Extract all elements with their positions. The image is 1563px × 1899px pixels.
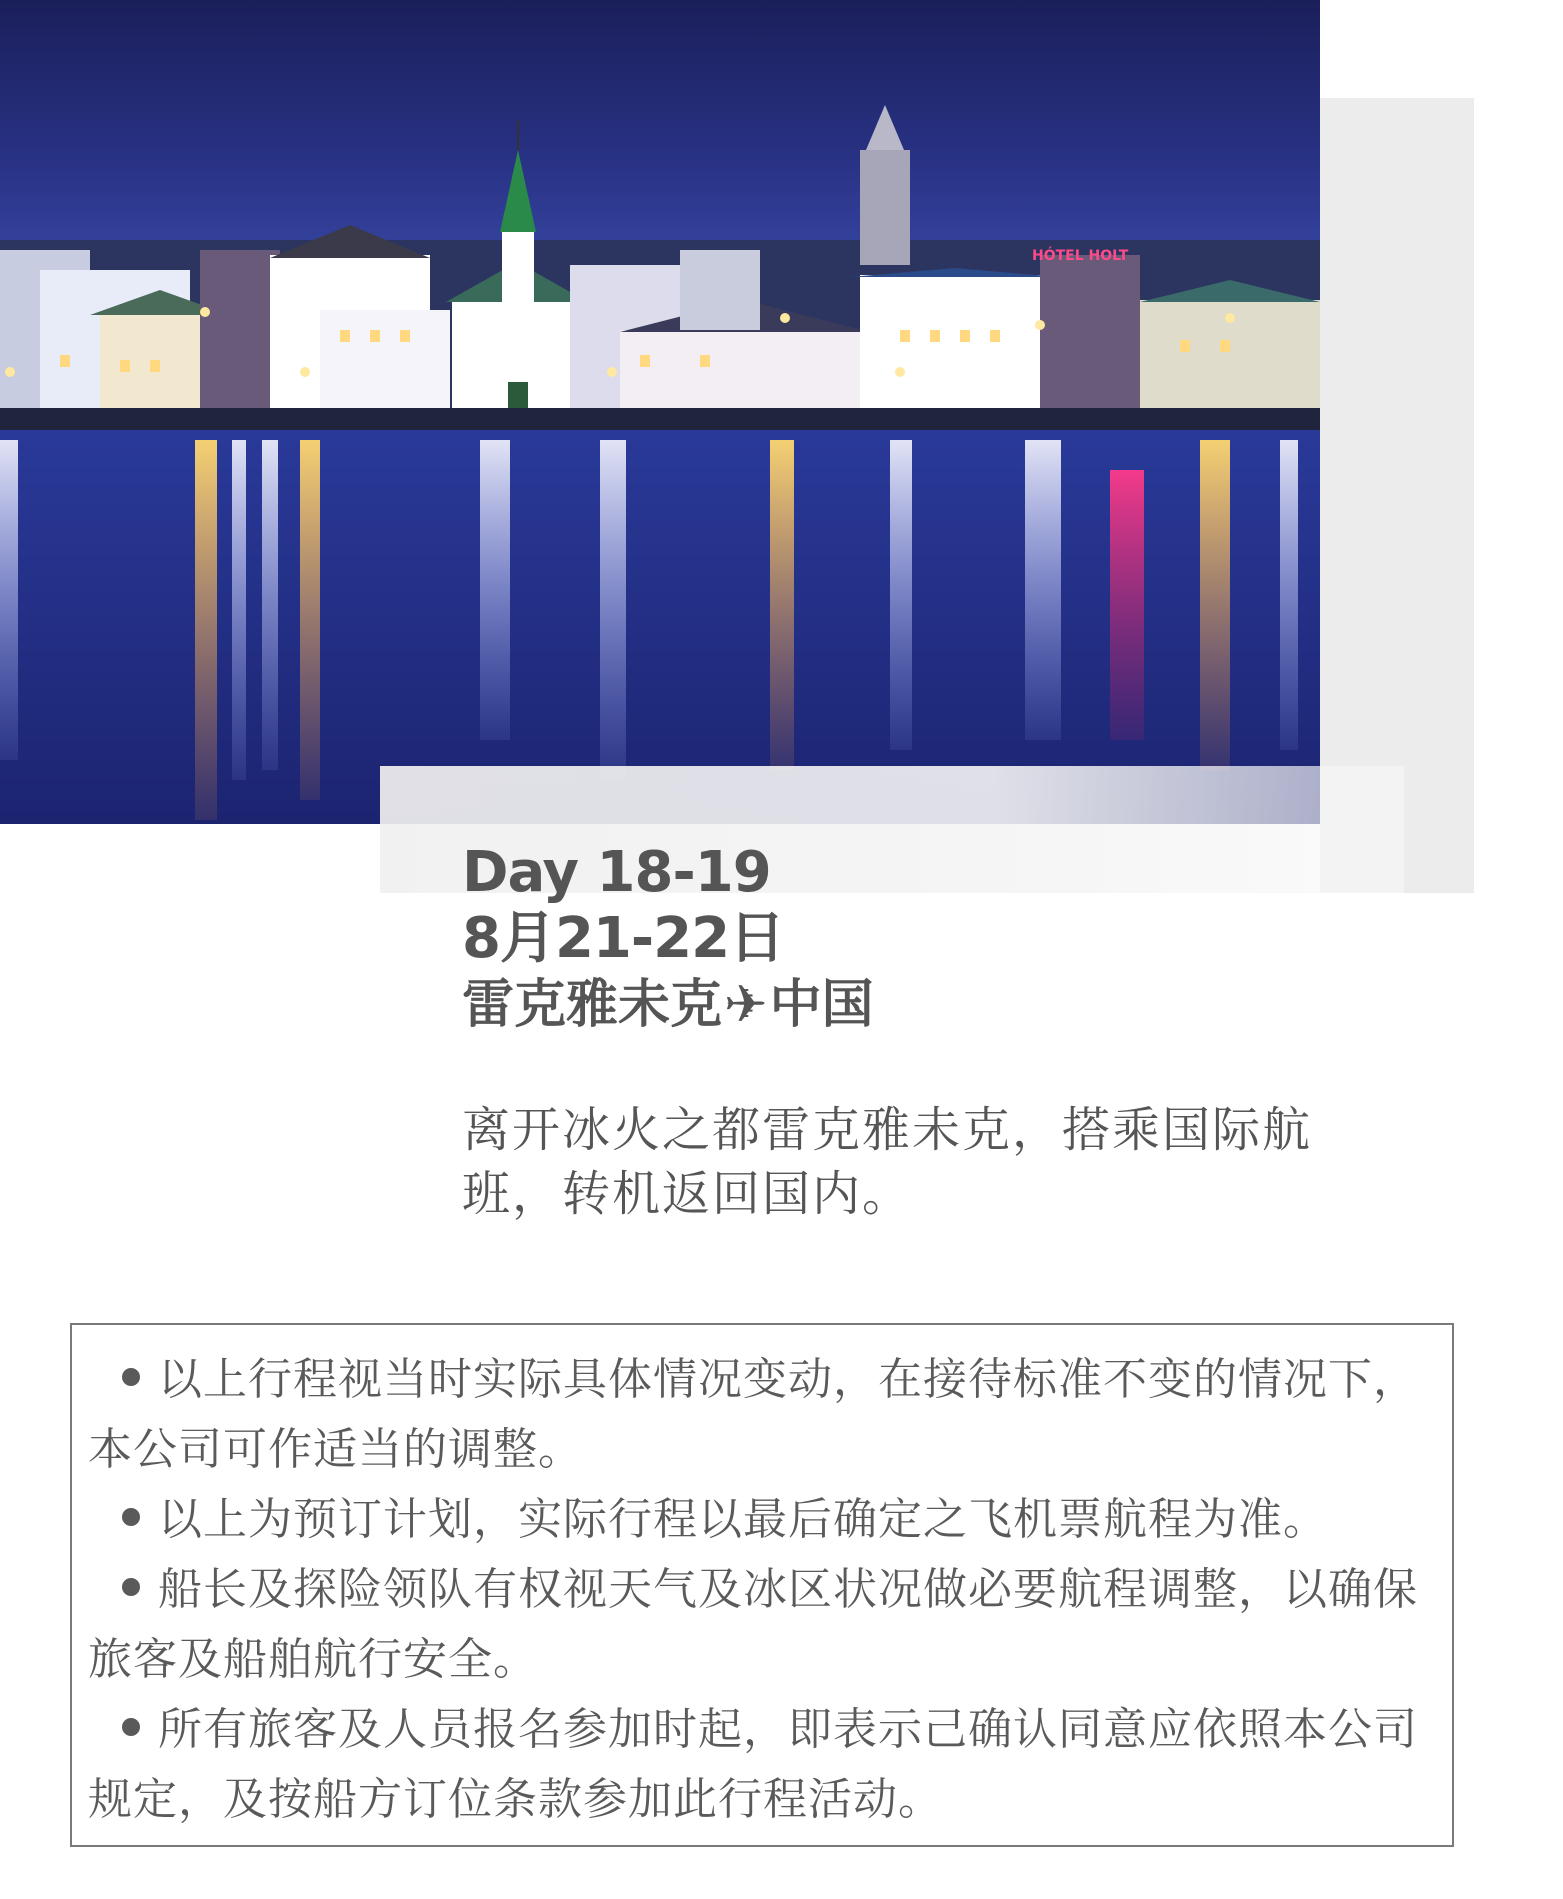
plane-icon: ✈ <box>724 975 768 1035</box>
route <box>462 972 874 1038</box>
note-item <box>88 1485 1438 1555</box>
date-range: 8月21-22日 <box>462 906 785 971</box>
note-text: 以上行程视当时实际具体情况变动，在接待标准不变的情况下，本公司可作适当的调整。 <box>88 1354 1418 1475</box>
reykjavik-night-photo <box>0 0 1320 824</box>
note-text: 所有旅客及人员报名参加时起，即表示己确认同意应依照本公司规定，及按船方订位条款参加此行程活动。 <box>88 1704 1418 1825</box>
notes-box <box>70 1323 1454 1847</box>
route-origin: 雷克雅未克 <box>462 975 723 1035</box>
note-text: 以上为预订计划，实际行程以最后确定之飞机票航程为准。 <box>158 1494 1328 1545</box>
route-destination: 中国 <box>769 975 874 1035</box>
bullet-icon <box>122 1508 140 1526</box>
note-item <box>88 1555 1438 1695</box>
bullet-icon <box>122 1368 140 1386</box>
bullet-icon <box>122 1718 140 1736</box>
itinerary-title-block <box>462 840 874 1038</box>
note-text: 船长及探险领队有权视天气及冰区状况做必要航程调整，以确保旅客及船舶航行安全。 <box>88 1564 1418 1685</box>
note-item <box>88 1695 1438 1835</box>
day-range: Day 18-19 <box>462 840 771 905</box>
note-item <box>88 1345 1438 1485</box>
svg-text:HÓTEL HOLT: HÓTEL HOLT <box>1032 248 1129 264</box>
bullet-icon <box>122 1578 140 1596</box>
day-description: 离开冰火之都雷克雅未克，搭乘国际航班，转机返回国内。 <box>462 1102 1313 1222</box>
